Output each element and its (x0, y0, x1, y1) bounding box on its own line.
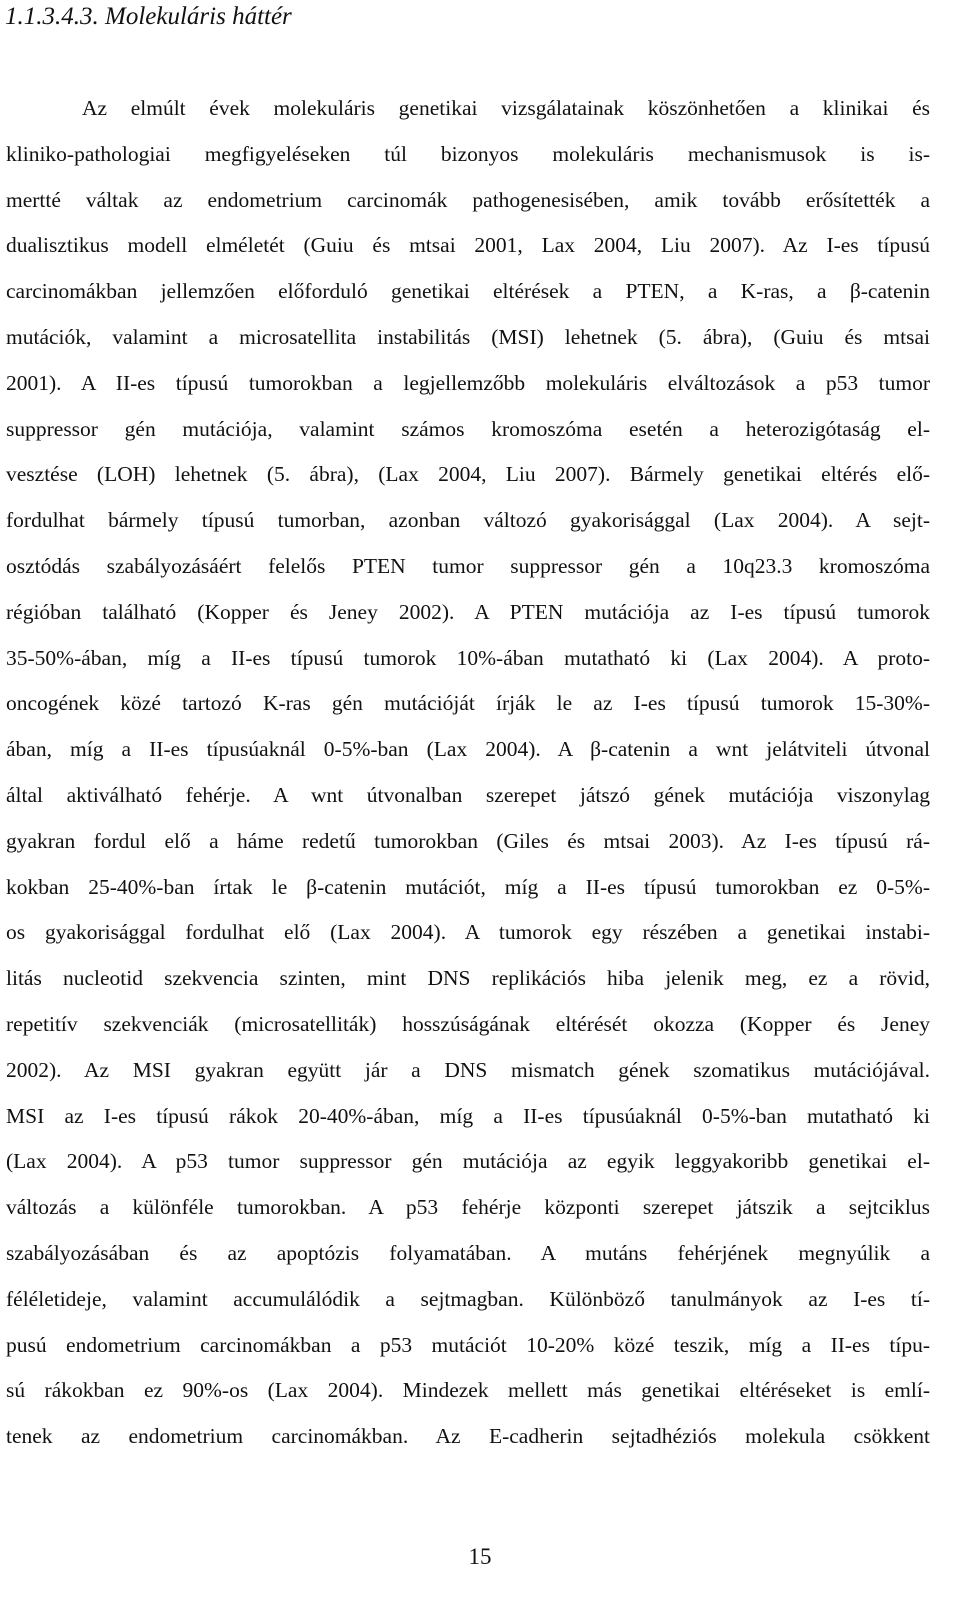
text-line: 2002). Az MSI gyakran együtt jár a DNS mismatch gének szomatikus mutációjával. (6, 1057, 930, 1082)
text-line: litás nucleotid szekvencia szinten, mint DNS replikációs hiba jelenik meg, ez a rövid, (6, 966, 930, 991)
text-line: dualisztikus modell elméletét (Guiu és mtsai 2001, Lax 2004, Liu 2007). Az I-es típusú (6, 233, 930, 258)
text-line: pusú endometrium carcinomákban a p53 mutációt 10-20% közé teszik, míg a II-es típu- (6, 1332, 930, 1357)
text-line: régióban található (Kopper és Jeney 2002). A PTEN mutációja az I-es típusú tumorok (6, 599, 930, 624)
text-line: mertté váltak az endometrium carcinomák pathogenesisében, amik tovább erősítették a (6, 187, 930, 212)
text-line: szabályozásában és az apoptózis folyamatában. A mutáns fehérjének megnyúlik a (6, 1240, 930, 1265)
text-line: sú rákokban ez 90%-os (Lax 2004). Mindezek mellett más genetikai eltéréseket is emlí- (6, 1378, 930, 1403)
text-line: kokban 25-40%-ban írtak le β-catenin mutációt, míg a II-es típusú tumorokban ez 0-5%- (6, 874, 930, 899)
text-line: által aktiválható fehérje. A wnt útvonalban szerepet játszó gének mutációja viszonylag (6, 782, 930, 807)
text-line: tenek az endometrium carcinomákban. Az E-cadherin sejtadhéziós molekula csökkent (6, 1424, 930, 1449)
text-line: MSI az I-es típusú rákok 20-40%-ában, míg a II-es típusúaknál 0-5%-ban mutatható ki (6, 1103, 930, 1128)
text-line: vesztése (LOH) lehetnek (5. ábra), (Lax 2004, Liu 2007). Bármely genetikai eltérés elő- (6, 462, 930, 487)
text-line: gyakran fordul elő a háme redetű tumorokban (Giles és mtsai 2003). Az I-es típusú rá- (6, 828, 930, 853)
text-line: ában, míg a II-es típusúaknál 0-5%-ban (Lax 2004). A β-catenin a wnt jelátviteli útvonal (6, 737, 930, 762)
text-line: carcinomákban jellemzően előforduló genetikai eltérések a PTEN, a K-ras, a β-catenin (6, 279, 930, 304)
text-line: repetitív szekvenciák (microsatelliták) hosszúságának eltérését okozza (Kopper és Jeney (6, 1011, 930, 1036)
text-line: (Lax 2004). A p53 tumor suppressor gén mutációja az egyik leggyakoribb genetikai el- (6, 1149, 930, 1174)
text-line: kliniko-pathologiai megfigyeléseken túl bizonyos molekuláris mechanismusok is is- (6, 141, 930, 166)
text-line: 35-50%-ában, míg a II-es típusú tumorok 10%-ában mutatható ki (Lax 2004). A proto- (6, 645, 930, 670)
body-text (6, 86, 930, 1460)
text-line: suppressor gén mutációja, valamint számos kromoszóma esetén a heterozigótaság el- (6, 416, 930, 441)
text-line: 2001). A II-es típusú tumorokban a legjellemzőbb molekuláris elváltozások a p53 tumor (6, 370, 930, 395)
text-line: féléletideje, valamint accumulálódik a sejtmagban. Különböző tanulmányok az I-es tí- (6, 1286, 930, 1311)
text-line: változás a különféle tumorokban. A p53 fehérje központi szerepet játszik a sejtciklus (6, 1195, 930, 1220)
text-line: osztódás szabályozásáért felelős PTEN tumor suppressor gén a 10q23.3 kromoszóma (6, 553, 930, 578)
page-number: 15 (468, 1544, 492, 1569)
text-line: fordulhat bármely típusú tumorban, azonban változó gyakorisággal (Lax 2004). A sejt- (6, 508, 930, 533)
section-heading: 1.1.3.4.3. Molekuláris háttér (5, 3, 292, 30)
text-line: mutációk, valamint a microsatellita instabilitás (MSI) lehetnek (5. ábra), (Guiu és mtsai (6, 324, 930, 349)
text-line: Az elmúlt évek molekuláris genetikai vizsgálatainak köszönhetően a klinikai és (82, 96, 930, 120)
text-line: oncogének közé tartozó K-ras gén mutációját írják le az I-es típusú tumorok 15-30%- (6, 691, 930, 716)
text-line: os gyakorisággal fordulhat elő (Lax 2004). A tumorok egy részében a genetikai instabi- (6, 920, 930, 945)
